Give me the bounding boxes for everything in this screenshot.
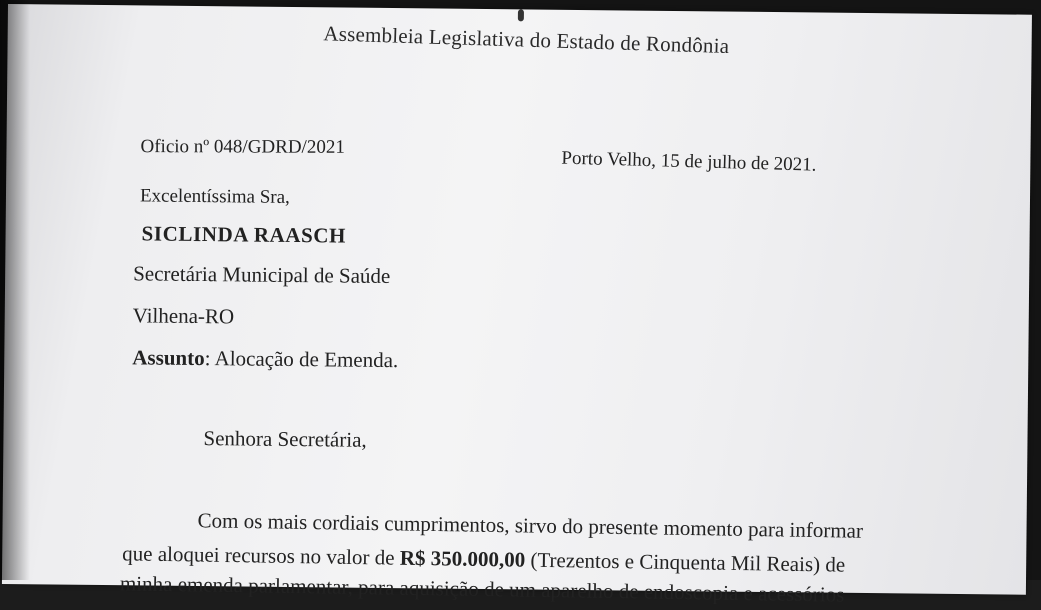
place-and-date: Porto Velho, 15 de julho de 2021. xyxy=(561,147,817,176)
body-line-3: minha emenda parlamentar, para aquisição de um aparelho de endoscopia e acessórios xyxy=(119,571,845,607)
letter-salutation: Senhora Secretária, xyxy=(203,426,367,452)
recipient-role: Secretária Municipal de Saúde xyxy=(133,261,391,289)
body-line-2-start: que aloquei recursos no valor de xyxy=(122,541,400,570)
letter-page xyxy=(2,4,1032,607)
subject-label: Assunto xyxy=(132,345,205,371)
letter-reference: Oficio nº 048/GDRD/2021 xyxy=(140,136,345,158)
amount-value: R$ 350.000,00 xyxy=(399,545,526,572)
formal-greeting: Excelentíssima Sra, xyxy=(139,185,290,208)
body-line-2-end: (Trezentos e Cinquenta Mil Reais) de xyxy=(525,547,846,577)
subject-line xyxy=(132,345,398,373)
body-line-1: Com os mais cordiais cumprimentos, sirvo do presente momento para informar xyxy=(197,508,864,543)
staple-hole xyxy=(518,9,524,21)
letterhead-title: Assembleia Legislativa do Estado de Rondônia xyxy=(323,21,730,59)
subject-text: : Alocação de Emenda. xyxy=(204,346,399,373)
recipient-city: Vilhena-RO xyxy=(132,303,235,329)
recipient-name: SICLINDA RAASCH xyxy=(141,221,347,248)
